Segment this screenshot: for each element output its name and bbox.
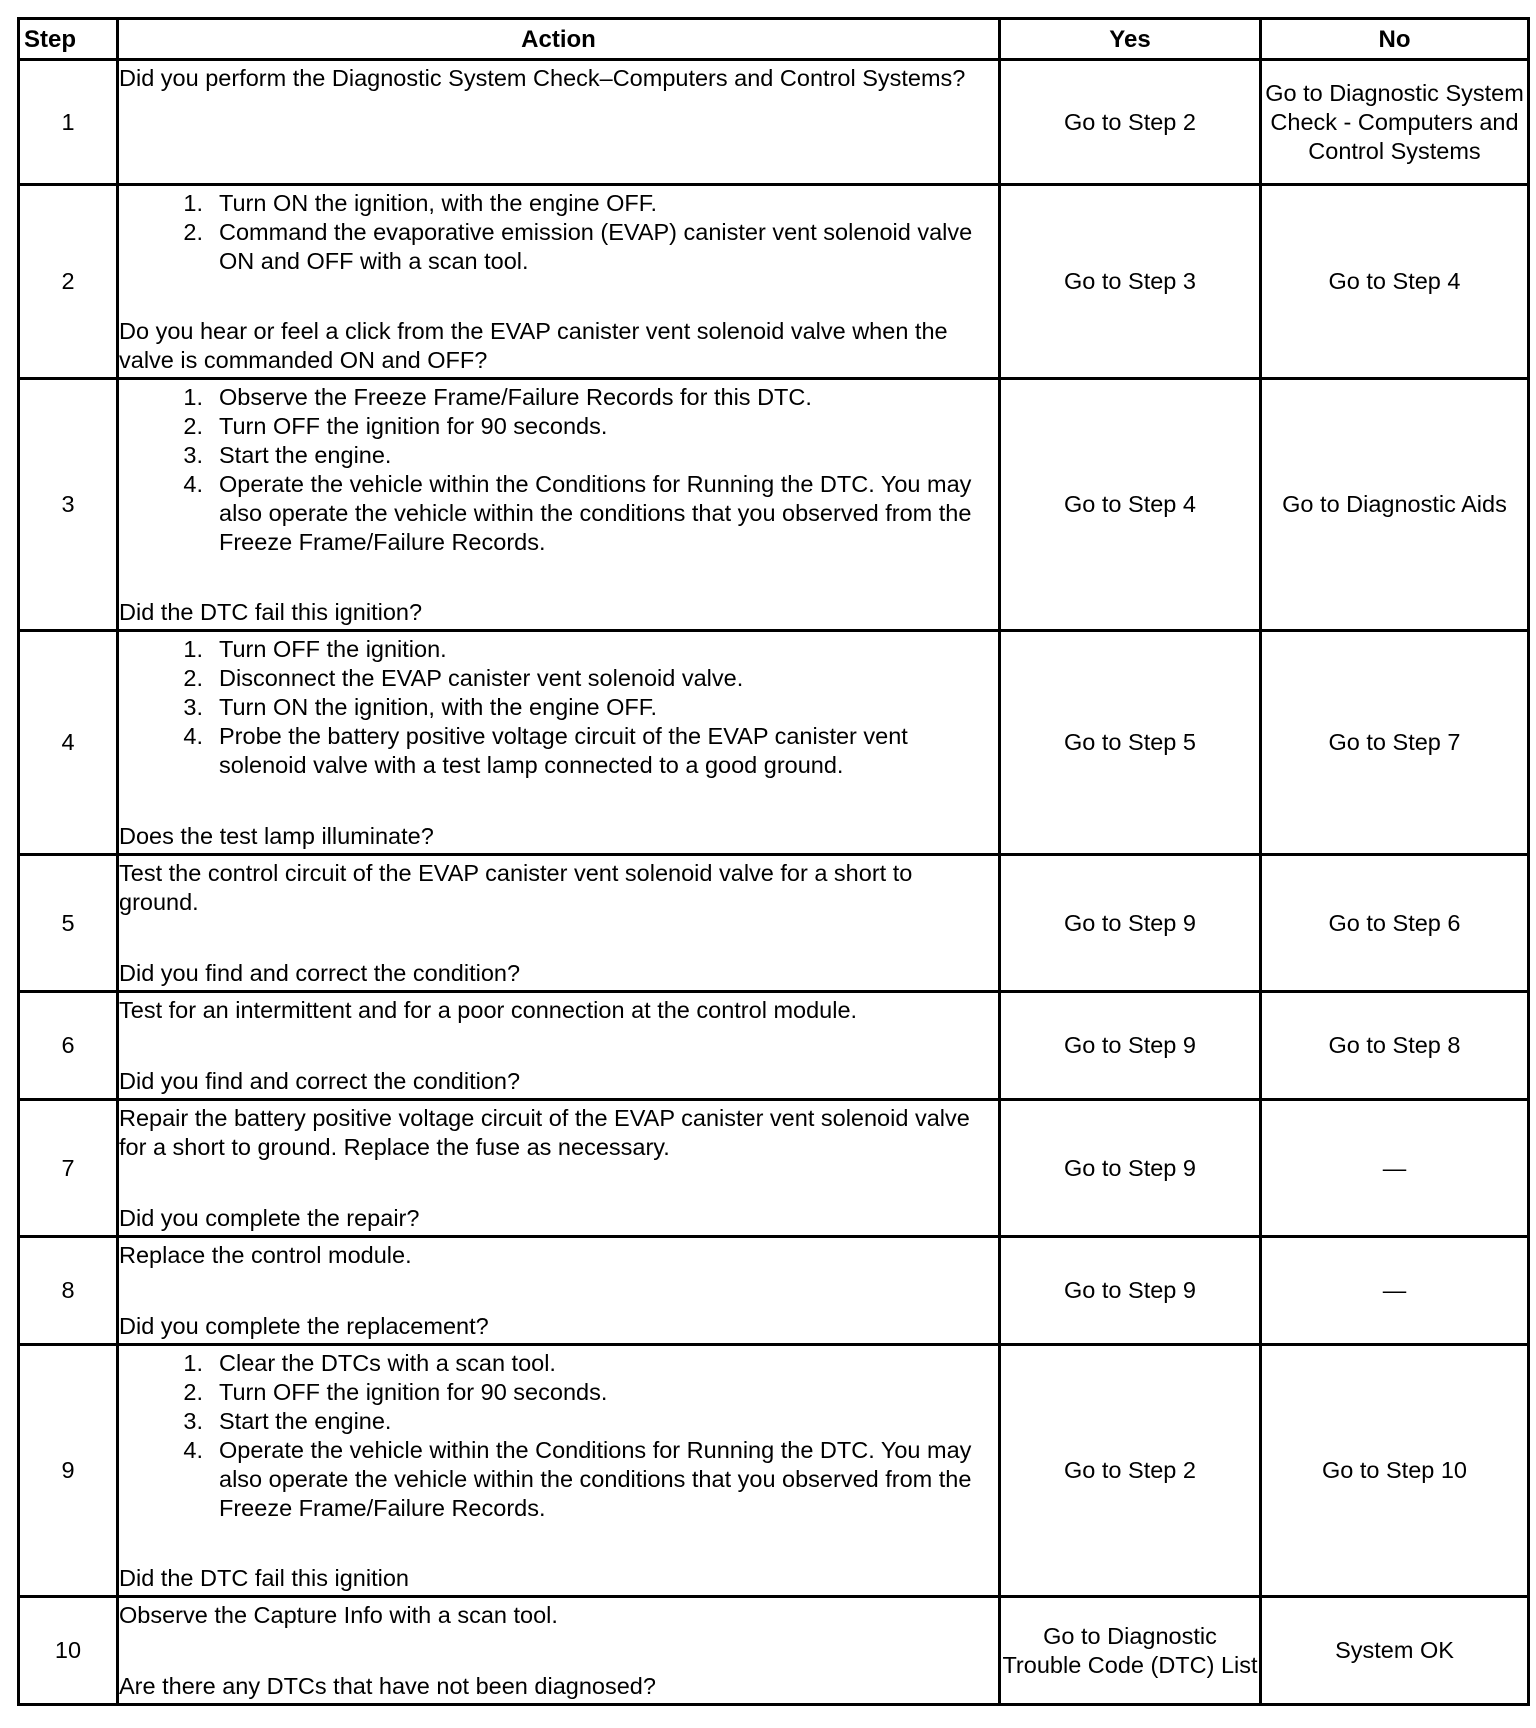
- header-no: No: [1261, 19, 1529, 60]
- action-cell: [118, 1237, 1000, 1345]
- no-result: Go to Step 10: [1261, 1345, 1529, 1597]
- step-number: 4: [19, 631, 118, 855]
- step-number: 10: [19, 1597, 118, 1705]
- step-number: 6: [19, 992, 118, 1100]
- table-body: [19, 60, 1529, 1705]
- yes-result: Go to Step 9: [1000, 855, 1261, 992]
- numbered-instructions: [119, 189, 998, 276]
- action-question: Did the DTC fail this ignition?: [119, 598, 423, 625]
- action-content: [119, 1241, 998, 1341]
- action-question: Did you complete the replacement?: [119, 1312, 489, 1339]
- action-instructions: [119, 1104, 998, 1162]
- header-yes: Yes: [1000, 19, 1261, 60]
- instruction-item: [119, 664, 998, 693]
- numbered-instructions: [119, 1349, 998, 1523]
- step-number: 9: [19, 1345, 118, 1597]
- instruction-text: Turn ON the ignition, with the engine OFF.: [219, 693, 658, 720]
- table-row: [19, 1237, 1529, 1345]
- step-number: 7: [19, 1100, 118, 1237]
- diagnostic-table-container: [17, 17, 1530, 1706]
- action-intro-text: Observe the Capture Info with a scan tool.: [119, 1601, 558, 1628]
- yes-result: Go to Step 2: [1000, 60, 1261, 185]
- action-intro-text: Test the control circuit of the EVAP canister vent solenoid valve for a short to ground.: [119, 859, 913, 915]
- instruction-item: [119, 470, 998, 557]
- action-content: [119, 996, 998, 1096]
- instruction-number: 3.: [183, 1407, 203, 1434]
- action-question: Do you hear or feel a click from the EVAP canister vent solenoid valve when the valve is commanded ON and OFF?: [119, 317, 948, 373]
- table-row: [19, 185, 1529, 379]
- action-instructions: [119, 1241, 998, 1270]
- header-step: Step: [19, 19, 118, 60]
- step-number: 8: [19, 1237, 118, 1345]
- action-content: [119, 189, 998, 375]
- no-result: Go to Step 8: [1261, 992, 1529, 1100]
- no-result: System OK: [1261, 1597, 1529, 1705]
- yes-result: Go to Step 9: [1000, 1100, 1261, 1237]
- instruction-number: 2.: [183, 412, 203, 439]
- action-question: Did the DTC fail this ignition: [119, 1564, 409, 1591]
- no-result: Go to Diagnostic Aids: [1261, 379, 1529, 631]
- action-content: [119, 1104, 998, 1233]
- instruction-item: [119, 218, 998, 276]
- instruction-item: [119, 189, 998, 218]
- instruction-number: 3.: [183, 693, 203, 720]
- action-cell: [118, 1597, 1000, 1705]
- action-content: [119, 1349, 998, 1593]
- instruction-text: Turn OFF the ignition for 90 seconds.: [219, 1378, 608, 1405]
- action-instructions: [119, 64, 998, 93]
- instruction-text: Probe the battery positive voltage circuit of the EVAP canister vent solenoid valve with a test lamp connected to a good ground.: [219, 722, 908, 778]
- instruction-text: Turn OFF the ignition for 90 seconds.: [219, 412, 608, 439]
- instruction-item: [119, 722, 998, 780]
- action-cell: [118, 631, 1000, 855]
- instruction-item: [119, 1378, 998, 1407]
- instruction-number: 4.: [183, 470, 203, 497]
- no-result: —: [1261, 1100, 1529, 1237]
- action-content: [119, 1601, 998, 1701]
- action-question: Did you find and correct the condition?: [119, 1067, 521, 1094]
- action-question: Did you find and correct the condition?: [119, 959, 521, 986]
- header-row: [19, 19, 1529, 60]
- action-content: [119, 635, 998, 851]
- action-intro-text: Test for an intermittent and for a poor connection at the control module.: [119, 996, 858, 1023]
- no-result: Go to Step 7: [1261, 631, 1529, 855]
- table-row: [19, 992, 1529, 1100]
- instruction-text: Disconnect the EVAP canister vent solenoid valve.: [219, 664, 744, 691]
- instruction-item: [119, 635, 998, 664]
- yes-result: Go to Step 5: [1000, 631, 1261, 855]
- instruction-text: Turn ON the ignition, with the engine OFF.: [219, 189, 658, 216]
- instruction-text: Command the evaporative emission (EVAP) canister vent solenoid valve ON and OFF with a scan tool.: [219, 218, 973, 274]
- instruction-number: 4.: [183, 1436, 203, 1463]
- numbered-instructions: [119, 635, 998, 780]
- action-instructions: [119, 189, 998, 276]
- instruction-text: Clear the DTCs with a scan tool.: [219, 1349, 556, 1376]
- action-intro-text: Replace the control module.: [119, 1241, 412, 1268]
- step-number: 1: [19, 60, 118, 185]
- instruction-item: [119, 1349, 998, 1378]
- action-cell: [118, 1100, 1000, 1237]
- diagnostic-table: [17, 17, 1530, 1706]
- action-instructions: [119, 383, 998, 557]
- table-row: [19, 1345, 1529, 1597]
- instruction-number: 2.: [183, 1378, 203, 1405]
- action-instructions: [119, 635, 998, 780]
- yes-result: Go to Step 9: [1000, 1237, 1261, 1345]
- instruction-number: 3.: [183, 441, 203, 468]
- instruction-item: [119, 1436, 998, 1523]
- instruction-text: Start the engine.: [219, 1407, 392, 1434]
- yes-result: Go to Step 2: [1000, 1345, 1261, 1597]
- header-action: Action: [118, 19, 1000, 60]
- action-content: [119, 383, 998, 627]
- action-intro-text: Did you perform the Diagnostic System Check–Computers and Control Systems?: [119, 64, 966, 91]
- action-content: [119, 859, 998, 988]
- action-cell: [118, 1345, 1000, 1597]
- action-cell: [118, 992, 1000, 1100]
- action-cell: [118, 855, 1000, 992]
- instruction-item: [119, 693, 998, 722]
- instruction-number: 4.: [183, 722, 203, 749]
- action-instructions: [119, 1349, 998, 1523]
- step-number: 5: [19, 855, 118, 992]
- action-cell: [118, 185, 1000, 379]
- instruction-text: Operate the vehicle within the Conditions for Running the DTC. You may also operate the vehicle within the conditions that you observed from the Freeze Frame/Failure Records.: [219, 1436, 972, 1521]
- yes-result: Go to Diagnostic Trouble Code (DTC) List: [1000, 1597, 1261, 1705]
- instruction-item: [119, 412, 998, 441]
- action-intro-text: Repair the battery positive voltage circuit of the EVAP canister vent solenoid valve for a short to ground. Replace the fuse as necessary.: [119, 1104, 970, 1160]
- action-instructions: [119, 1601, 998, 1630]
- yes-result: Go to Step 9: [1000, 992, 1261, 1100]
- action-question: Does the test lamp illuminate?: [119, 822, 434, 849]
- action-instructions: [119, 996, 998, 1025]
- table-row: [19, 379, 1529, 631]
- table-row: [19, 1597, 1529, 1705]
- instruction-text: Operate the vehicle within the Conditions for Running the DTC. You may also operate the vehicle within the conditions that you observed from the Freeze Frame/Failure Records.: [219, 470, 972, 555]
- instruction-item: [119, 1407, 998, 1436]
- instruction-item: [119, 441, 998, 470]
- action-cell: [118, 60, 1000, 185]
- yes-result: Go to Step 3: [1000, 185, 1261, 379]
- instruction-number: 2.: [183, 218, 203, 245]
- instruction-number: 1.: [183, 1349, 203, 1376]
- step-number: 2: [19, 185, 118, 379]
- yes-result: Go to Step 4: [1000, 379, 1261, 631]
- action-instructions: [119, 859, 998, 917]
- action-question: Did you complete the repair?: [119, 1204, 420, 1231]
- action-cell: [118, 379, 1000, 631]
- instruction-text: Observe the Freeze Frame/Failure Records for this DTC.: [219, 383, 812, 410]
- instruction-text: Start the engine.: [219, 441, 392, 468]
- table-row: [19, 631, 1529, 855]
- action-content: [119, 64, 998, 181]
- step-number: 3: [19, 379, 118, 631]
- no-result: Go to Step 6: [1261, 855, 1529, 992]
- no-result: —: [1261, 1237, 1529, 1345]
- numbered-instructions: [119, 383, 998, 557]
- instruction-number: 2.: [183, 664, 203, 691]
- no-result: Go to Step 4: [1261, 185, 1529, 379]
- instruction-text: Turn OFF the ignition.: [219, 635, 447, 662]
- instruction-item: [119, 383, 998, 412]
- table-row: [19, 1100, 1529, 1237]
- instruction-number: 1.: [183, 383, 203, 410]
- instruction-number: 1.: [183, 635, 203, 662]
- instruction-number: 1.: [183, 189, 203, 216]
- action-question: Are there any DTCs that have not been diagnosed?: [119, 1672, 656, 1699]
- table-row: [19, 60, 1529, 185]
- table-row: [19, 855, 1529, 992]
- no-result: Go to Diagnostic System Check - Computers and Control Systems: [1261, 60, 1529, 185]
